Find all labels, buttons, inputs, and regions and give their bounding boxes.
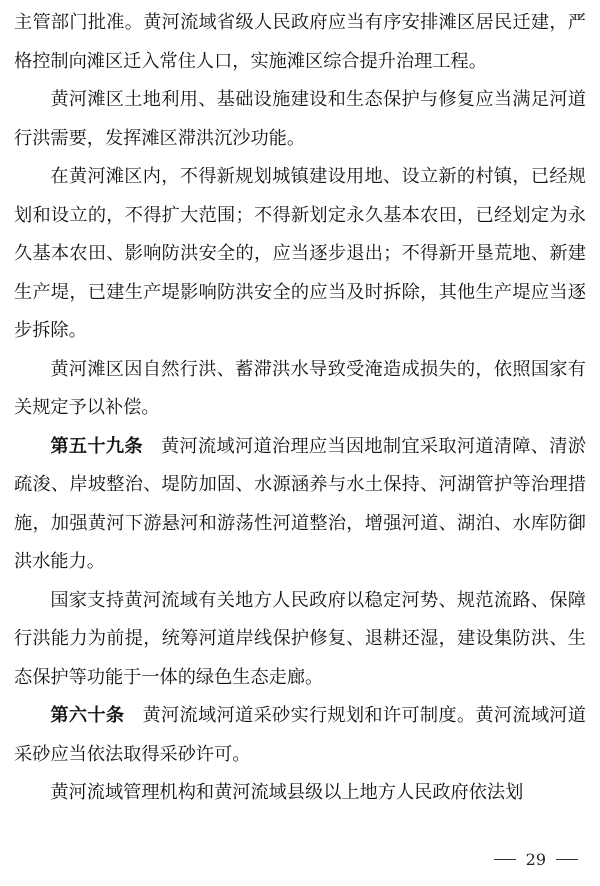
article-number: 第五十九条 bbox=[50, 435, 143, 457]
paragraph-text: 黄河流域河道治理应当因地制宜采取河道清障、清淤疏浚、岸坡整治、堤防加固、水源涵养与水土保持、河湖管护等治理措施，加强黄河下游悬河和游荡性河道整治，增强河道、湖泊、水库防御洪水能力。 bbox=[14, 435, 586, 572]
document-body bbox=[0, 4, 600, 813]
paragraph-8 bbox=[0, 774, 600, 813]
article-60 bbox=[0, 697, 600, 774]
paragraph-3 bbox=[0, 158, 600, 351]
paragraph-text: 国家支持黄河流域有关地方人民政府以稳定河势、规范流路、保障行洪能力为前提，统筹河道岸线保护修复、退耕还湿，建设集防洪、生态保护等功能于一体的绿色生态走廊。 bbox=[14, 589, 586, 688]
paragraph-text: 在黄河滩区内，不得新规划城镇建设用地、设立新的村镇，已经规划和设立的，不得扩大范围；不得新划定永久基本农田，已经划定为永久基本农田、影响防洪安全的，应当逐步退出；不得新开垦荒地、新建生产堤，已建生产堤影响防洪安全的应当及时拆除，其他生产堤应当逐步拆除。 bbox=[14, 166, 586, 341]
page-footer bbox=[494, 850, 578, 869]
footer-dash-left bbox=[494, 859, 516, 860]
page-number: 29 bbox=[525, 850, 546, 869]
paragraph-6 bbox=[0, 582, 600, 698]
paragraph-2 bbox=[0, 81, 600, 158]
paragraph-text: 黄河滩区土地利用、基础设施建设和生态保护与修复应当满足河道行洪需要，发挥滩区滞洪沉沙功能。 bbox=[14, 89, 586, 149]
paragraph-4 bbox=[0, 351, 600, 428]
article-number: 第六十条 bbox=[50, 705, 125, 726]
paragraph-1 bbox=[0, 4, 600, 81]
paragraph-text: 黄河流域管理机构和黄河流域县级以上地方人民政府依法划 bbox=[50, 782, 524, 803]
paragraph-text: 主管部门批准。黄河流域省级人民政府应当有序安排滩区居民迁建，严格控制向滩区迁入常住人口，实施滩区综合提升治理工程。 bbox=[14, 12, 586, 72]
paragraph-text: 黄河流域河道采砂实行规划和许可制度。黄河流域河道采砂应当依法取得采砂许可。 bbox=[14, 705, 586, 765]
paragraph-text: 黄河滩区因自然行洪、蓄滞洪水导致受淹造成损失的，依照国家有关规定予以补偿。 bbox=[14, 358, 586, 418]
article-59 bbox=[0, 428, 600, 582]
footer-dash-right bbox=[556, 859, 578, 860]
